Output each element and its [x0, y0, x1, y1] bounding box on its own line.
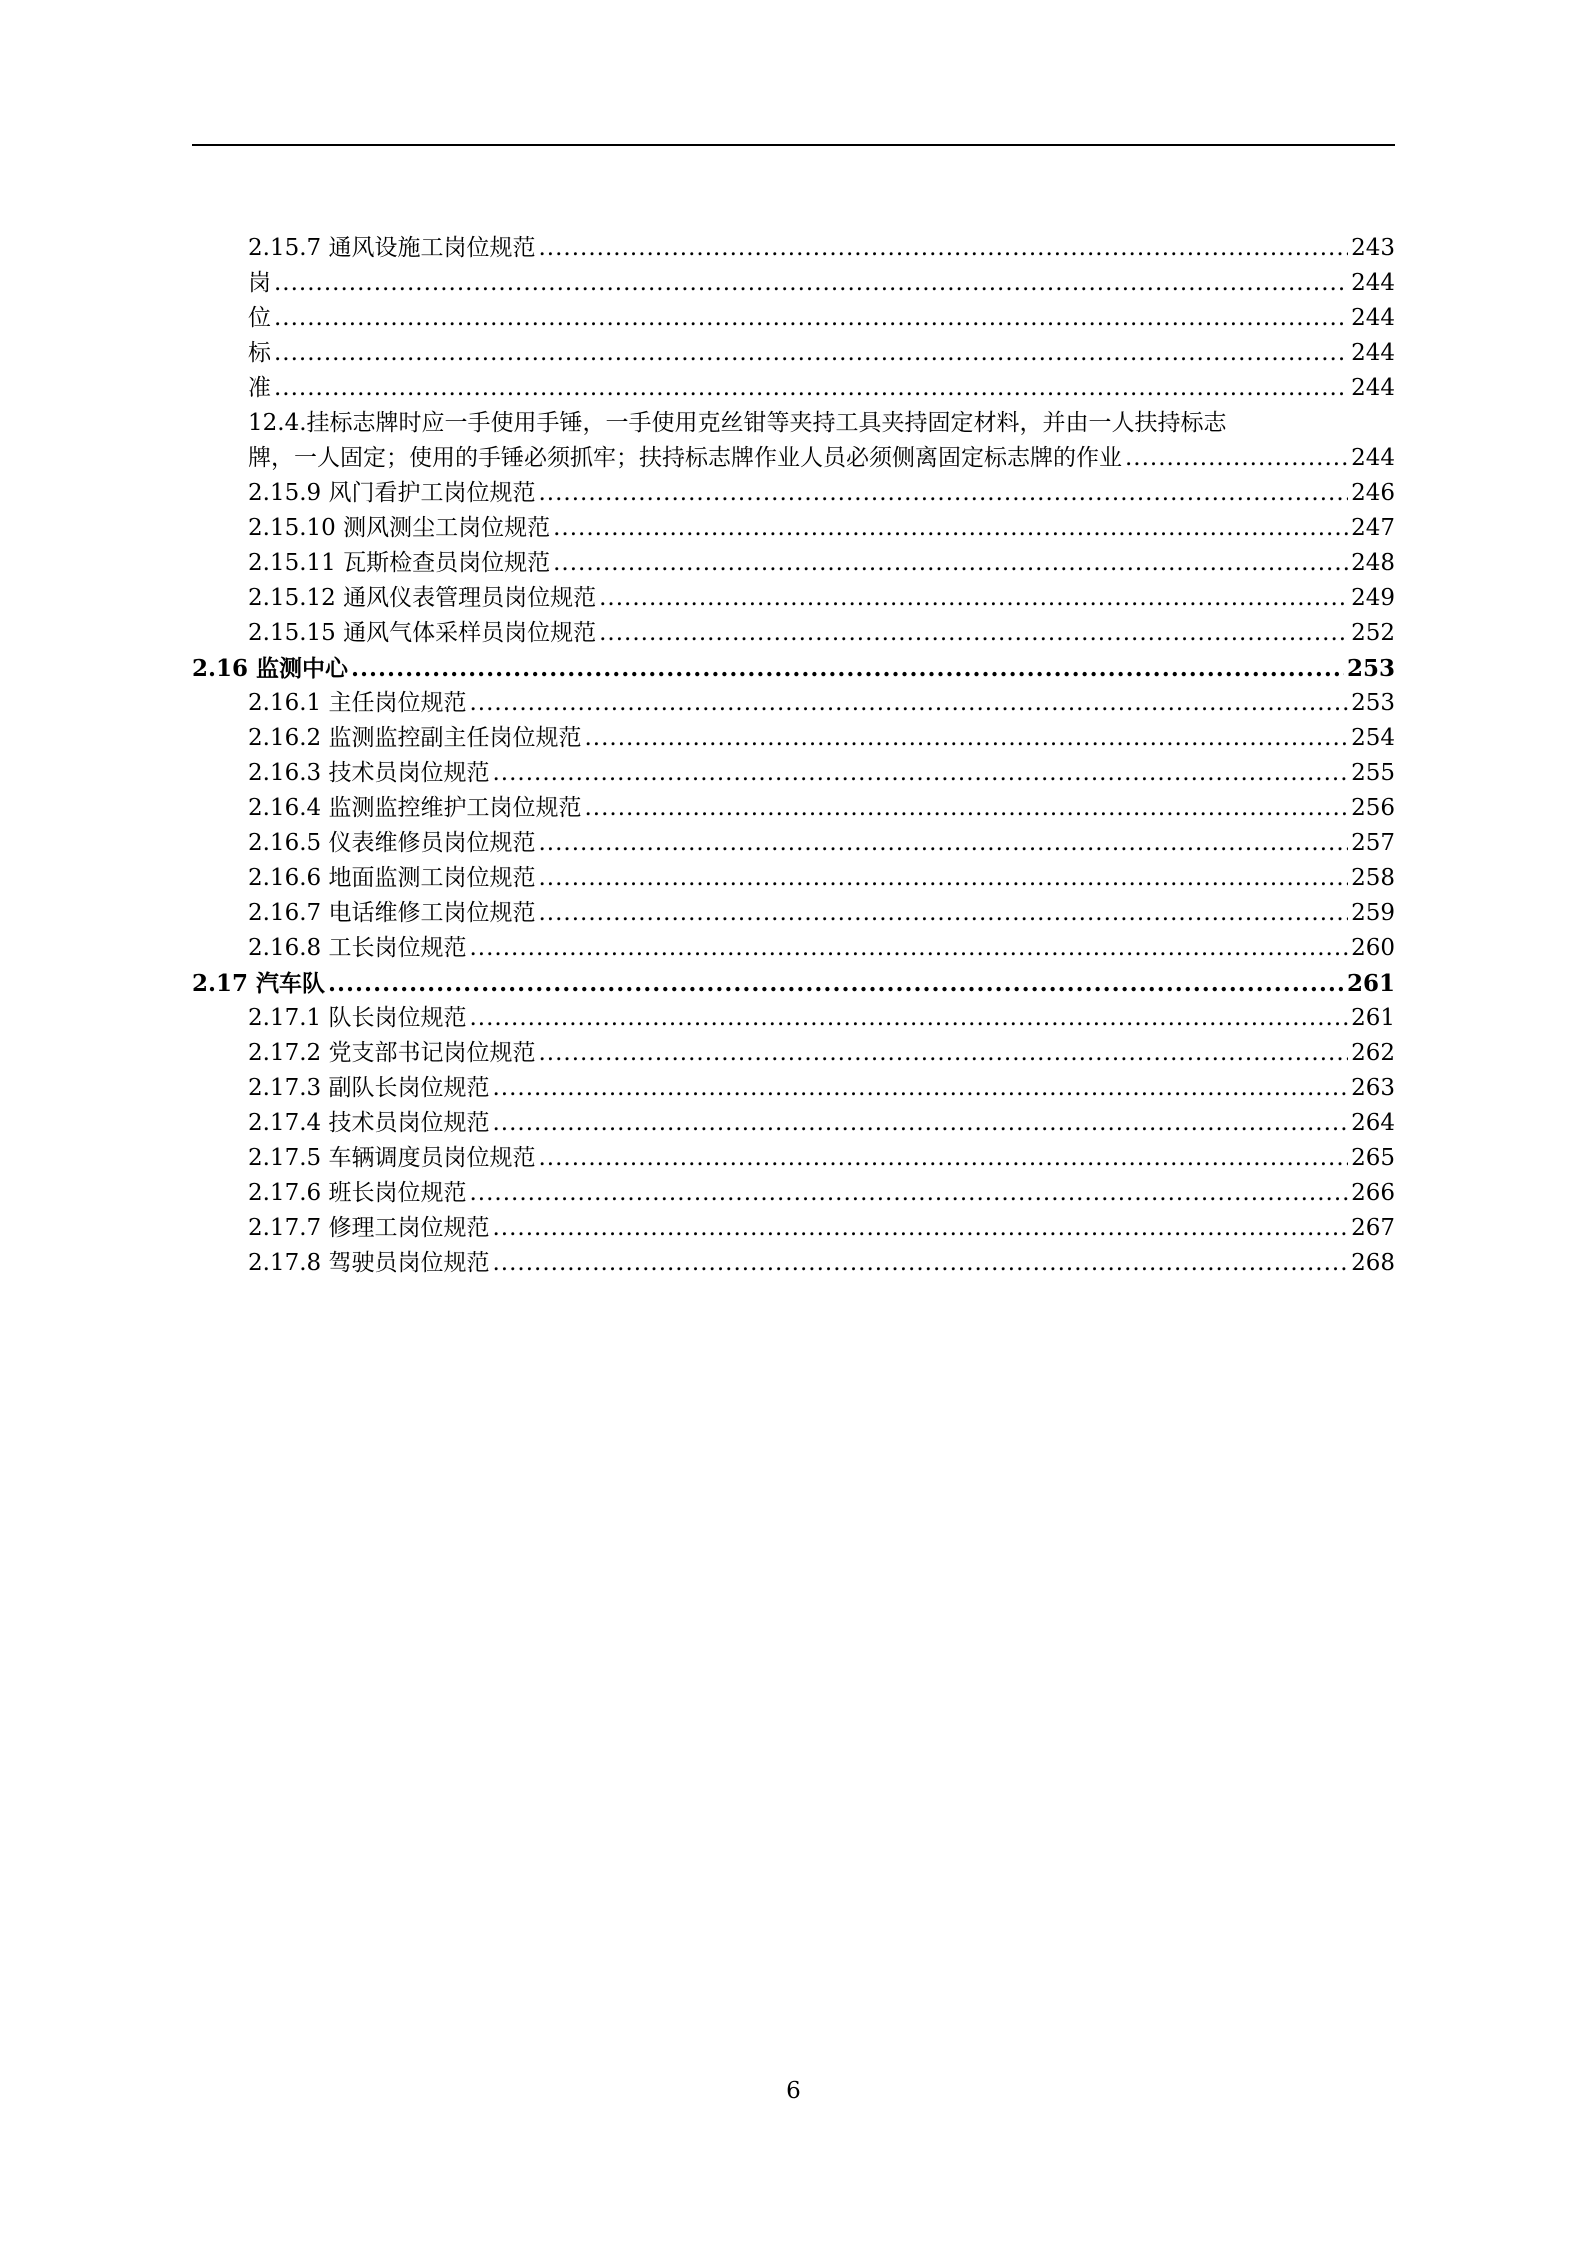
- toc-entry-title: 2.16.3 技术员岗位规范: [248, 760, 490, 786]
- toc-entry-title: 2.16.6 地面监测工岗位规范: [248, 865, 536, 891]
- toc-entry-page: 260: [1351, 935, 1395, 961]
- dot-leader: [538, 231, 1348, 266]
- toc-entry-page: 261: [1351, 1005, 1395, 1031]
- dot-leader: [469, 1176, 1348, 1211]
- dot-leader: [538, 1141, 1348, 1176]
- toc-entry[interactable]: [192, 231, 1395, 266]
- toc-entry-title: 2.17.8 驾驶员岗位规范: [248, 1250, 490, 1276]
- toc-entry-page: 259: [1351, 900, 1395, 926]
- toc-entry-page: 264: [1351, 1110, 1395, 1136]
- toc-section-title: 2.16 监测中心: [192, 655, 349, 682]
- dot-leader: [469, 1001, 1348, 1036]
- toc-entry-page: 266: [1351, 1180, 1395, 1206]
- toc-entry[interactable]: [192, 721, 1395, 756]
- toc-entry-page: 246: [1351, 480, 1395, 506]
- toc-entry-page: 262: [1351, 1040, 1395, 1066]
- toc-entry-title: 标: [248, 340, 271, 366]
- dot-leader: [351, 651, 1344, 686]
- toc-entry[interactable]: [192, 546, 1395, 581]
- dot-leader: [492, 1246, 1348, 1281]
- toc-entry-page: 244: [1351, 445, 1395, 471]
- toc-entry[interactable]: [192, 301, 1395, 336]
- toc-entry[interactable]: [192, 1001, 1395, 1036]
- toc-entry-page: 256: [1351, 795, 1395, 821]
- dot-leader: [538, 896, 1348, 931]
- toc-entry[interactable]: [192, 476, 1395, 511]
- dot-leader: [1125, 441, 1348, 476]
- dot-leader: [553, 511, 1348, 546]
- page-number: 6: [786, 2078, 801, 2104]
- toc-entry-page: 243: [1351, 235, 1395, 261]
- toc-entry-title: 2.15.10 测风测尘工岗位规范: [248, 515, 551, 541]
- toc-entry[interactable]: [192, 896, 1395, 931]
- toc-entry-title: 准: [248, 375, 271, 401]
- toc-entry-page: 258: [1351, 865, 1395, 891]
- dot-leader: [274, 266, 1348, 301]
- toc-entry-page: 252: [1351, 620, 1395, 646]
- dot-leader: [553, 546, 1348, 581]
- toc-entry-title-line1: 12.4.挂标志牌时应一手使用手锤，一手使用克丝钳等夹持工具夹持固定材料，并由一人扶持标志: [248, 410, 1227, 436]
- dot-leader: [538, 861, 1348, 896]
- toc-entry[interactable]: [192, 791, 1395, 826]
- toc-entry[interactable]: [192, 616, 1395, 651]
- toc-entry-title: 2.17.6 班长岗位规范: [248, 1180, 467, 1206]
- toc-entry-title: 2.16.7 电话维修工岗位规范: [248, 900, 536, 926]
- toc-entry[interactable]: [192, 371, 1395, 406]
- dot-leader: [599, 616, 1348, 651]
- toc-section-entry[interactable]: [192, 651, 1395, 686]
- toc-entry[interactable]: [192, 826, 1395, 861]
- dot-leader: [469, 931, 1348, 966]
- toc-entry-title: 2.16.5 仪表维修员岗位规范: [248, 830, 536, 856]
- toc-entry[interactable]: [192, 1141, 1395, 1176]
- dot-leader: [538, 1036, 1348, 1071]
- dot-leader: [599, 581, 1348, 616]
- toc-entry-title: 位: [248, 305, 271, 331]
- dot-leader: [274, 301, 1348, 336]
- toc-entry-page: 247: [1351, 515, 1395, 541]
- toc-entry[interactable]: [192, 1071, 1395, 1106]
- dot-leader: [328, 966, 1344, 1001]
- dot-leader: [538, 826, 1348, 861]
- dot-leader: [584, 791, 1348, 826]
- toc-entry[interactable]: [192, 756, 1395, 791]
- toc-entry[interactable]: [192, 336, 1395, 371]
- toc-entry-page: 263: [1351, 1075, 1395, 1101]
- dot-leader: [492, 1071, 1348, 1106]
- toc-entry-page: 253: [1346, 655, 1395, 682]
- toc-entry[interactable]: [192, 686, 1395, 721]
- toc-entry[interactable]: [192, 1106, 1395, 1141]
- toc-entry[interactable]: [192, 1036, 1395, 1071]
- toc-entry-title: 2.17.3 副队长岗位规范: [248, 1075, 490, 1101]
- toc-entry-title: 2.17.1 队长岗位规范: [248, 1005, 467, 1031]
- toc-entry-page: 261: [1346, 970, 1395, 997]
- toc-section-title: 2.17 汽车队: [192, 970, 326, 997]
- toc-entry[interactable]: [192, 861, 1395, 896]
- toc-entry[interactable]: [192, 1176, 1395, 1211]
- toc-entry-title: 2.16.4 监测监控维护工岗位规范: [248, 795, 582, 821]
- toc-entry-page: 254: [1351, 725, 1395, 751]
- header-rule: [192, 144, 1395, 146]
- toc-entry-page: 257: [1351, 830, 1395, 856]
- toc-entry-multiline[interactable]: [192, 406, 1395, 476]
- toc-entry-page: 267: [1351, 1215, 1395, 1241]
- toc-entry-title-line2: 牌，一人固定；使用的手锤必须抓牢；扶持标志牌作业人员必须侧离固定标志牌的作业: [248, 445, 1122, 471]
- toc-entry-page: 253: [1351, 690, 1395, 716]
- toc-entry-title: 2.15.7 通风设施工岗位规范: [248, 235, 536, 261]
- toc-entry-title: 2.17.5 车辆调度员岗位规范: [248, 1145, 536, 1171]
- toc-entry[interactable]: [192, 1246, 1395, 1281]
- dot-leader: [492, 1106, 1348, 1141]
- toc-entry-title: 2.17.4 技术员岗位规范: [248, 1110, 490, 1136]
- toc-entry[interactable]: [192, 266, 1395, 301]
- toc-entry-page: 248: [1351, 550, 1395, 576]
- dot-leader: [469, 686, 1348, 721]
- toc-entry-title: 岗: [248, 270, 271, 296]
- toc-entry[interactable]: [192, 511, 1395, 546]
- toc-entry-page: 244: [1351, 270, 1395, 296]
- dot-leader: [492, 1211, 1348, 1246]
- toc-entry[interactable]: [192, 581, 1395, 616]
- dot-leader: [492, 756, 1348, 791]
- toc-entry-page: 244: [1351, 375, 1395, 401]
- toc-entry-page: 244: [1351, 340, 1395, 366]
- toc-entry-title: 2.15.9 风门看护工岗位规范: [248, 480, 536, 506]
- toc-entry-page: 268: [1351, 1250, 1395, 1276]
- toc-entry-title: 2.15.12 通风仪表管理员岗位规范: [248, 585, 597, 611]
- dot-leader: [274, 371, 1348, 406]
- toc-entry[interactable]: [192, 1211, 1395, 1246]
- toc-entry-page: 255: [1351, 760, 1395, 786]
- toc-section-entry[interactable]: [192, 966, 1395, 1001]
- toc-entry[interactable]: [192, 931, 1395, 966]
- toc-entry-page: 249: [1351, 585, 1395, 611]
- toc-entry-page: 265: [1351, 1145, 1395, 1171]
- toc-entry-title: 2.17.2 党支部书记岗位规范: [248, 1040, 536, 1066]
- table-of-contents: [192, 231, 1395, 1281]
- toc-entry-page: 244: [1351, 305, 1395, 331]
- dot-leader: [584, 721, 1348, 756]
- dot-leader: [274, 336, 1348, 371]
- toc-entry-title: 2.15.11 瓦斯检查员岗位规范: [248, 550, 551, 576]
- toc-entry-title: 2.17.7 修理工岗位规范: [248, 1215, 490, 1241]
- toc-entry-title: 2.16.2 监测监控副主任岗位规范: [248, 725, 582, 751]
- toc-entry-title: 2.16.1 主任岗位规范: [248, 690, 467, 716]
- toc-entry-title: 2.15.15 通风气体采样员岗位规范: [248, 620, 597, 646]
- toc-entry-title: 2.16.8 工长岗位规范: [248, 935, 467, 961]
- dot-leader: [538, 476, 1348, 511]
